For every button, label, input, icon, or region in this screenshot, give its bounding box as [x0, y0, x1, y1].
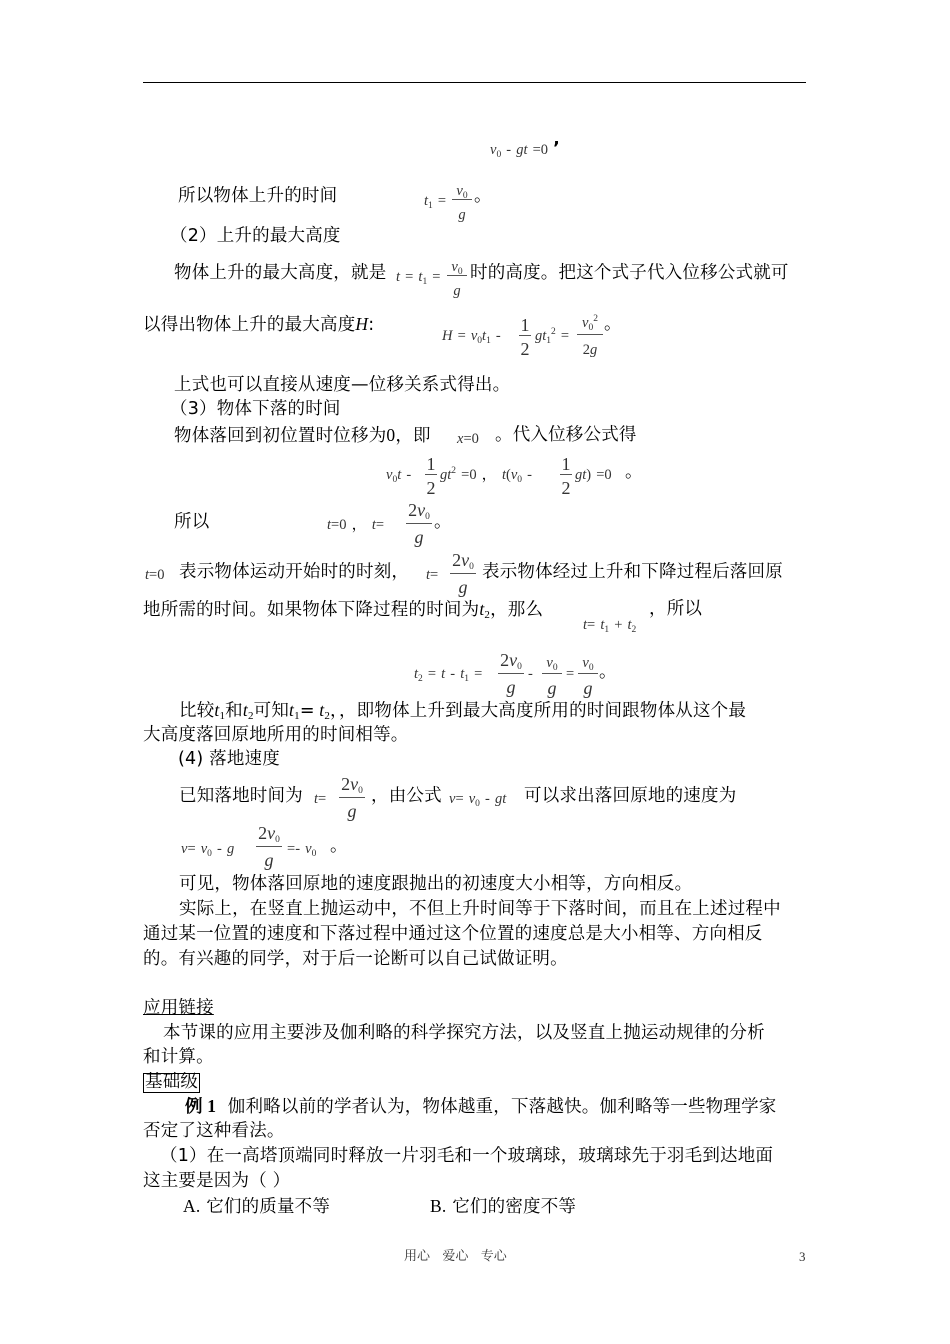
- text-fall-duration: 地所需的时间。如果物体下降过程的时间为t2，那么: [143, 599, 544, 621]
- label-basic-level: 基础级: [145, 1072, 199, 1092]
- footer-motto: 用心 爱心 专心: [404, 1249, 507, 1264]
- text-so: 所以: [174, 512, 210, 532]
- equation-t-eq-2: t=: [426, 567, 439, 583]
- equation-t-zero-2: t=0: [145, 567, 165, 583]
- equation-t2-a: $t_2 = t - t_1$ =: [414, 666, 483, 684]
- equation-displacement-zero-b: $gt^2 =0$ ， $t(v_0$ -: [440, 465, 532, 485]
- text-derive-H: 以得出物体上升的最大高度H:: [143, 314, 375, 335]
- text-return-time: 表示物体经过上升和下降过程后落回原: [482, 562, 783, 582]
- period: 。: [604, 314, 622, 334]
- text-conclusion: 可见，物体落回原地的速度跟抛出的初速度大小相等，方向相反。: [179, 874, 693, 894]
- period: 。: [625, 462, 643, 482]
- equation-H: $H = v_0t_1$ -: [442, 328, 501, 346]
- text-example-1-cont: 否定了这种看法。: [143, 1121, 285, 1141]
- text-velocity-displacement: 上式也可以直接从速度—位移关系式得出。: [174, 375, 511, 395]
- equation-displacement-zero-c: gt) =0: [575, 467, 612, 483]
- text-therefore: ，所以: [649, 599, 703, 619]
- fraction-one-half-2: 1 2: [426, 454, 436, 498]
- equation-t-eq-3: t=: [314, 791, 327, 807]
- equation-t2-eq: =: [566, 666, 575, 682]
- text-return-displacement: 物体落回到初位置时位移为0，即: [174, 425, 431, 446]
- text-equal-times: 大高度落回原地所用的时间相等。: [143, 725, 409, 745]
- equation-v0-gt-zero: $v_0$ - gt =0 ’: [490, 139, 560, 160]
- heading-fall-time: （3）物体下落的时间: [170, 399, 341, 419]
- period: 。: [330, 836, 348, 856]
- equation-landing-v-a: $v= v_0 - g$: [181, 841, 235, 859]
- text-example-1: 例 1 伽利略以前的学者认为，物体越重，下落越快。伽利略等一些物理学家: [185, 1096, 777, 1117]
- header-rule: [143, 82, 806, 83]
- text-application-2: 和计算。: [143, 1047, 214, 1067]
- text-rise-time: 所以物体上升的时间: [178, 186, 338, 206]
- heading-landing-velocity: (4) 落地速度: [178, 749, 280, 769]
- equation-t-zero: t=0 ， t=: [327, 515, 385, 533]
- period: 。: [599, 662, 617, 682]
- fraction-2v0-over-g-5: $2v_0$ g: [256, 823, 282, 869]
- text-substitute: 。代入位移公式得: [495, 425, 637, 445]
- period: 。: [434, 512, 452, 532]
- option-a[interactable]: A. 它们的质量不等: [183, 1196, 331, 1217]
- fraction-v0-over-g: $v_0$ g: [452, 180, 472, 222]
- heading-max-height: （2）上升的最大高度: [170, 226, 341, 246]
- fraction-one-half: 1 2: [520, 315, 530, 359]
- text-max-height-a: 物体上升的最大高度，就是: [174, 263, 387, 283]
- fraction-one-half-3: 1 2: [561, 454, 571, 498]
- option-b[interactable]: B. 它们的密度不等: [430, 1196, 577, 1217]
- fraction-2v0-over-g: $2v_0$ g: [406, 500, 432, 546]
- fraction-2v0-over-g-2: $2v_0$ g: [450, 550, 476, 596]
- equation-landing-v-b: =- $v_0$: [287, 841, 317, 859]
- equation-v-formula: $v= v_0$ - gt: [449, 791, 507, 809]
- fraction-2v0-over-g-4: $2v_0$ g: [339, 774, 365, 820]
- equation-t-sum: $t= t_1 + t_2$: [583, 617, 637, 635]
- text-question-1: （1）在一高塔顶端同时释放一片羽毛和一个玻璃球，玻璃球先于羽毛到达地面: [160, 1146, 774, 1166]
- section-title-application: 应用链接: [143, 998, 214, 1018]
- fraction-v0-over-g-3: $v_0$ g: [542, 652, 562, 696]
- fraction-v0-over-g-2: $v_0$ g: [447, 256, 467, 298]
- text-question-1-cont: 这主要是因为（ ）: [143, 1171, 291, 1191]
- text-find-landing-velocity: 可以求出落回原地的速度为: [524, 786, 737, 806]
- equation-t1: $t_1$ =: [424, 193, 447, 211]
- page-number: 3: [799, 1249, 806, 1264]
- equation-x-zero: x=0: [457, 431, 479, 447]
- equation-t-eq-t1: $t = t_1$ =: [396, 269, 441, 287]
- equation-t2-minus: -: [528, 666, 533, 682]
- period: 。: [474, 186, 492, 206]
- text-paragraph-3: 的。有兴趣的同学，对于后一论断可以自己试做证明。: [143, 949, 568, 969]
- fraction-2v0-over-g-3: $2v_0$ g: [498, 650, 524, 696]
- text-landing-time: 已知落地时间为: [179, 786, 303, 806]
- text-application-1: 本节课的应用主要涉及伽利略的科学探究方法，以及竖直上抛运动规律的分析: [163, 1023, 765, 1043]
- text-paragraph-2: 通过某一位置的速度和下落过程中通过这个位置的速度总是大小相等、方向相反: [143, 924, 763, 944]
- text-paragraph-1: 实际上，在竖直上抛运动中，不但上升时间等于下落时间，而且在上述过程中: [179, 899, 781, 919]
- equation-displacement-zero-a: $v_0t$ -: [386, 467, 412, 485]
- equation-H-gt1sq: $gt_1^2$ =: [535, 327, 570, 346]
- text-max-height-b: 时的高度。把这个式子代入位移公式就可: [470, 263, 789, 283]
- text-compare-times: 比较t1和t2可知t1= t2，，即物体上升到最大高度所用的时间跟物体从这个最: [179, 700, 747, 722]
- fraction-v0-over-g-4: $v_0$ g: [578, 652, 598, 696]
- text-by-formula: ，由公式: [371, 786, 442, 806]
- fraction-v0sq-over-2g: $v_0^2$ 2g: [577, 312, 603, 358]
- text-start-moment: 表示物体运动开始时的时刻，: [179, 562, 410, 582]
